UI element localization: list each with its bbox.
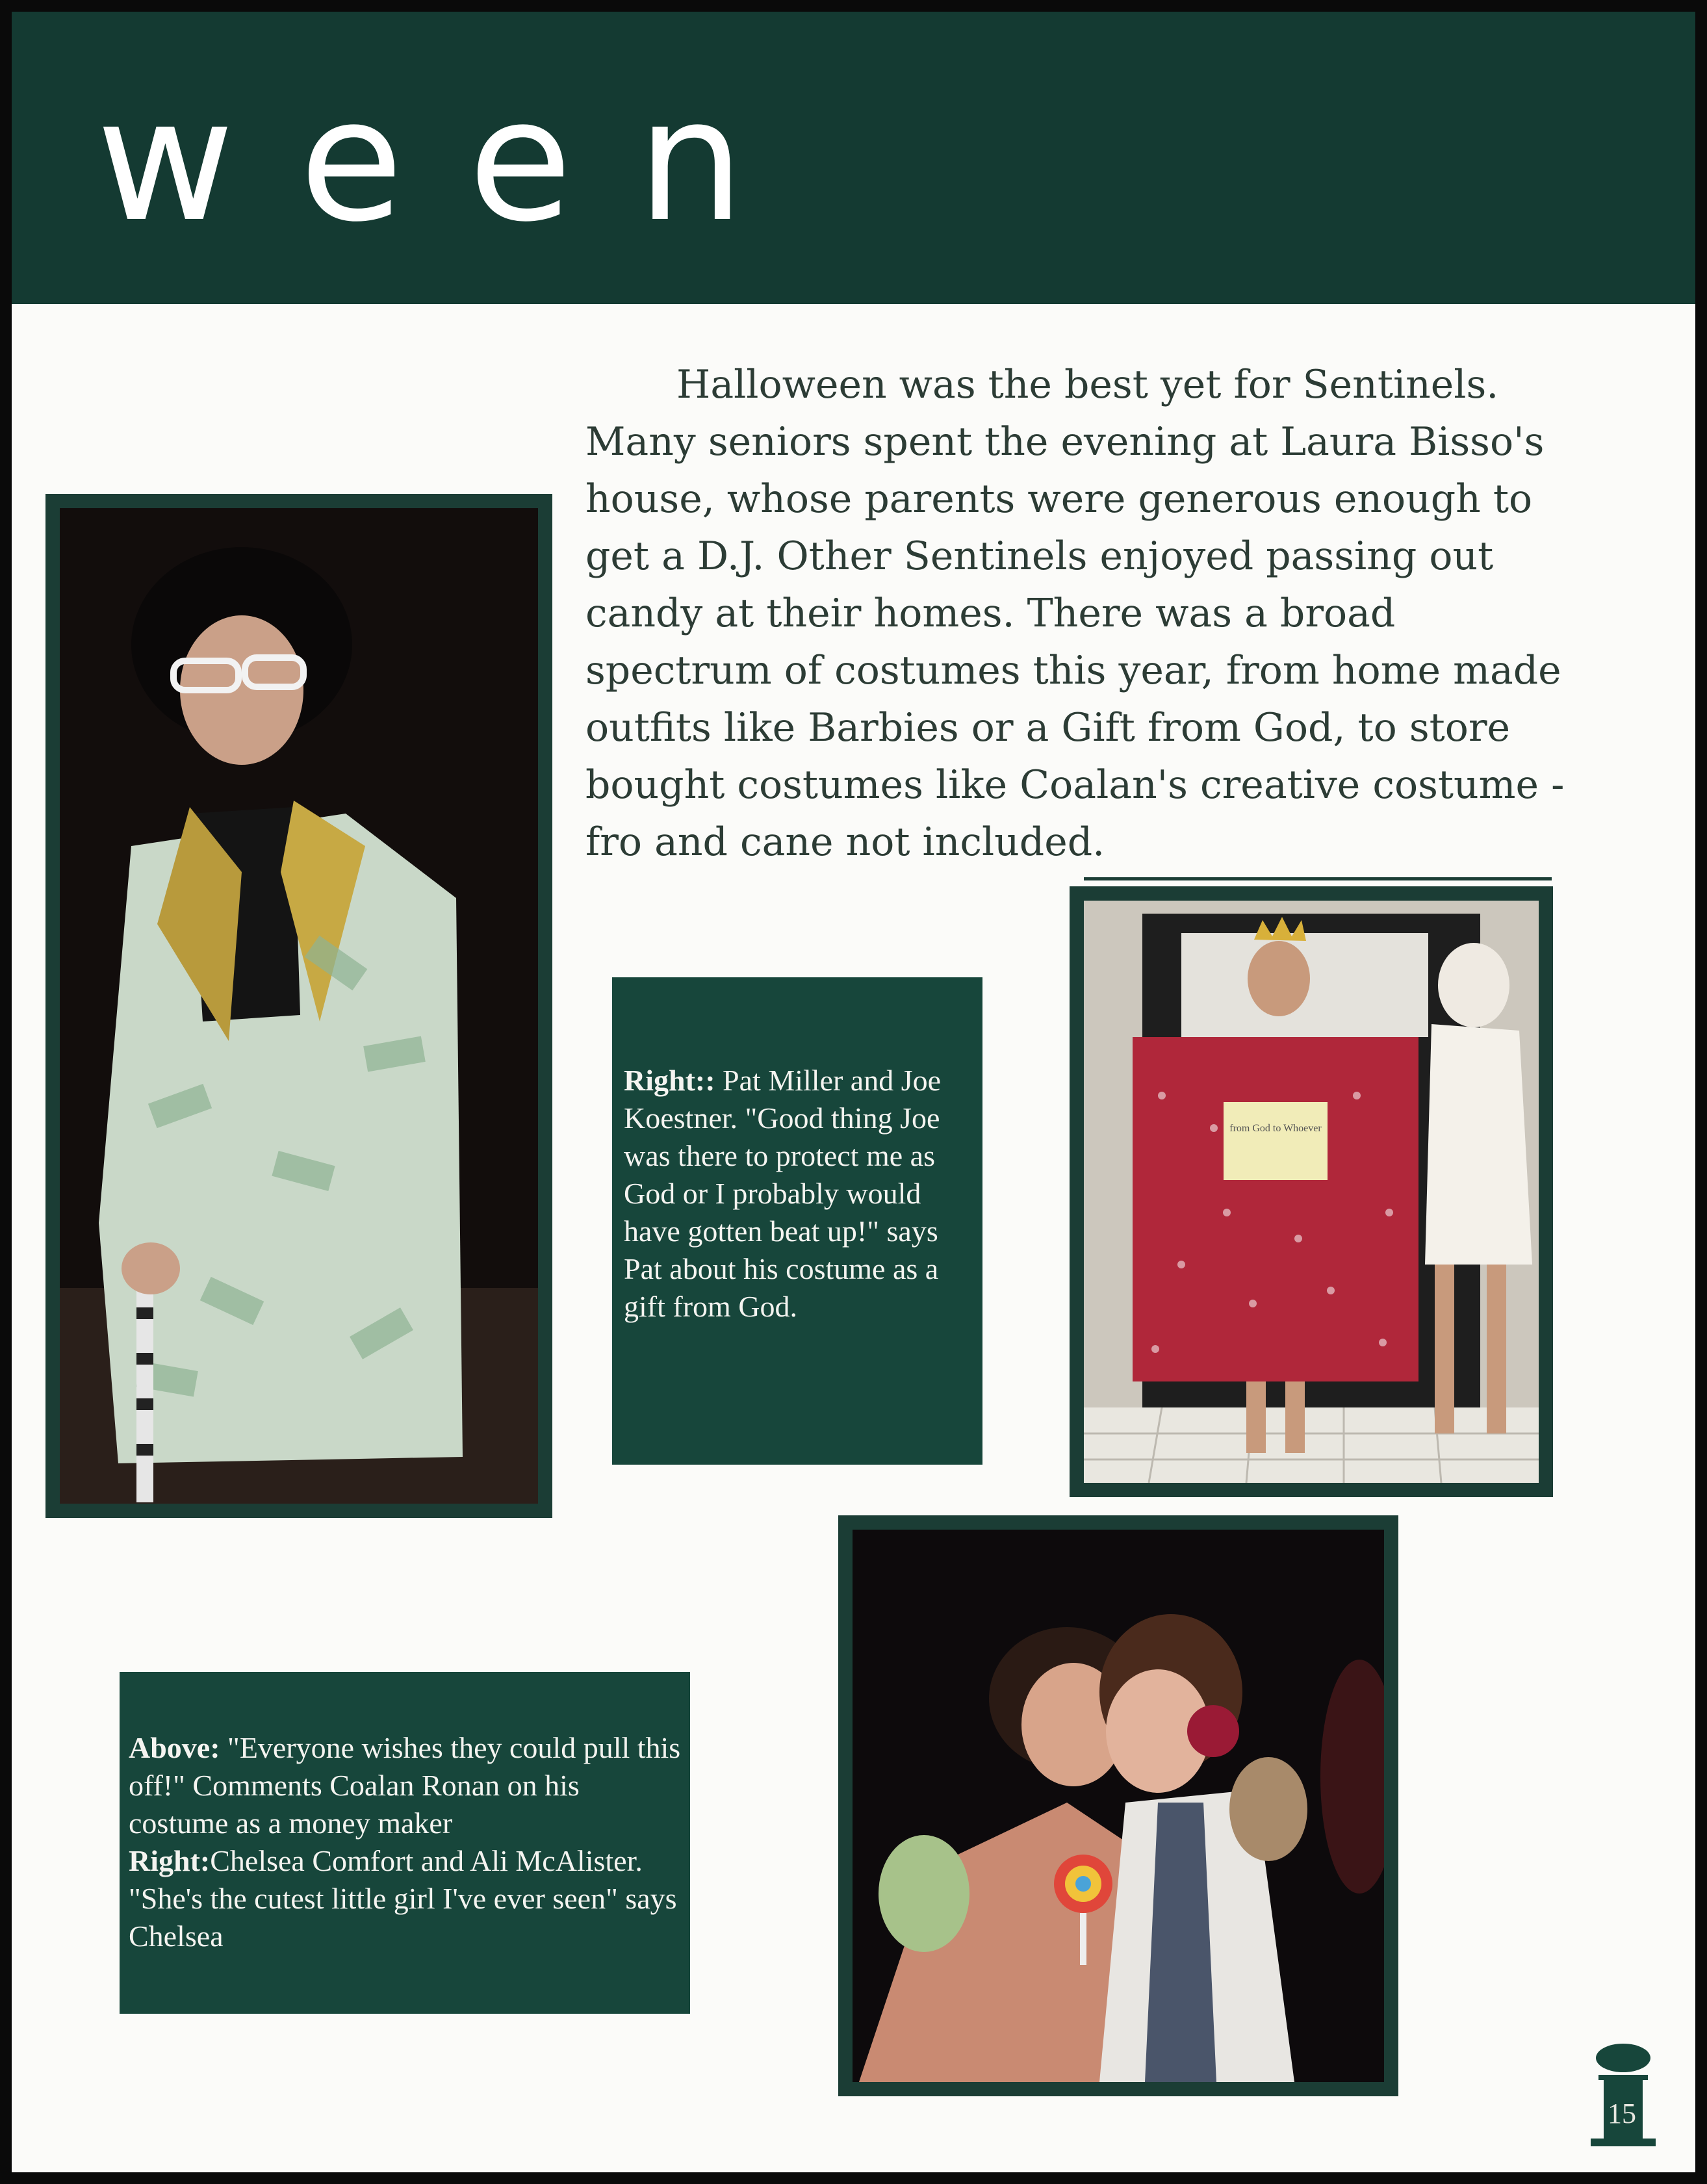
- gift-sign-text: from God to Whoever: [1229, 1123, 1322, 1134]
- caption-text-chelsea: Chelsea Comfort and Ali McAlister. "She's the cutest little girl I've ever seen" says Chelsea: [129, 1844, 677, 1953]
- caption-text-coalan: "Everyone wishes they could pull this off!" Comments Coalan Ronan on his costume as a money maker: [129, 1731, 681, 1840]
- photo-chelsea-ali: [838, 1515, 1398, 2096]
- gift-costume-illustration: [1084, 901, 1539, 1483]
- caption-text-pat-joe: Pat Miller and Joe Koestner. "Good thing Joe was there to protect me as God or I probably would have gotten beat up!" says Pat about his costume as a gift from God.: [624, 1064, 942, 1323]
- photo-money-costume: [45, 494, 552, 1518]
- caption-label-above: Above:: [129, 1731, 220, 1764]
- caption-box-pat-joe: [612, 977, 982, 1465]
- caption-label-right: Right::: [624, 1064, 715, 1097]
- photo-top-rule: [1084, 877, 1552, 880]
- banner-title: ween: [96, 63, 810, 259]
- page-number: 15: [1608, 2098, 1636, 2129]
- money-costume-illustration: [60, 508, 538, 1504]
- title-banner: [12, 12, 1695, 304]
- caption-label-right-2: Right:: [129, 1844, 211, 1877]
- photo-gift-from-god: [1070, 886, 1553, 1497]
- yearbook-page: [12, 12, 1695, 2172]
- article-body: Halloween was the best yet for Sentinels. Many seniors spent the evening at Laura Bisso's house, whose parents were generous enough to get a D.J. Other Sentinels enjoyed passing out candy at their homes. There was a broad spectrum of costumes this year, from home made outfits like Barbies or a Gift from God, to store bought costumes like Coalan's creative costume - fro and cane not included.: [585, 362, 1565, 865]
- caption-box-coalan-chelsea: [120, 1672, 690, 2014]
- chelsea-ali-illustration: [853, 1530, 1384, 2082]
